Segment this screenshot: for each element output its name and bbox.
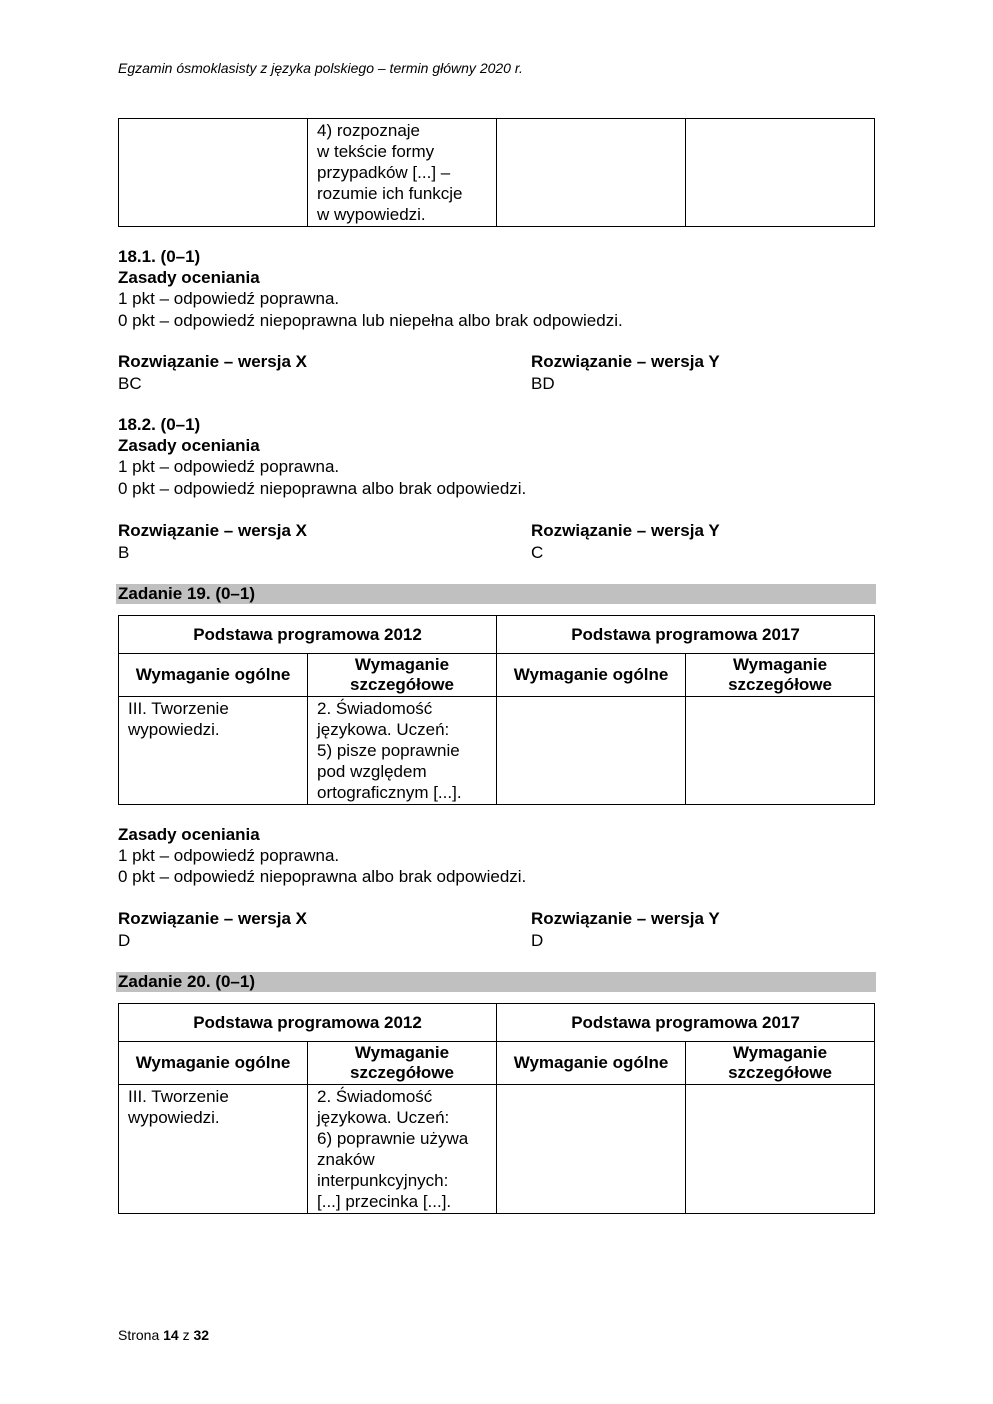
col-specific-2017: Wymaganie szczegółowe [686,1042,875,1085]
col-specific-2012: Wymaganie szczegółowe [308,654,497,697]
solution-y-value: C [531,542,544,562]
task-18-2 [118,414,526,499]
table-cell: III. Tworzenie wypowiedzi. [119,1085,308,1214]
solution-x-value: BC [118,373,142,393]
task-title: 18.1. (0–1) [118,247,201,266]
col-general-2017: Wymaganie ogólne [497,654,686,697]
solution-y-value: BD [531,373,555,393]
solution-x-label: Rozwiązanie – wersja X [118,909,307,928]
table-cell [686,119,875,227]
solution-y-label: Rozwiązanie – wersja Y [531,909,720,928]
solution-y-label: Rozwiązanie – wersja Y [531,352,720,371]
solution-y-label: Rozwiązanie – wersja Y [531,521,720,540]
solution-x-value: D [118,930,131,950]
task-19-title-bar: Zadanie 19. (0–1) [116,584,876,604]
rule-line: 0 pkt – odpowiedź niepoprawna lub niepełna albo brak odpowiedzi. [118,310,623,330]
table-cell: 2. Świadomość językowa. Uczeń: 6) poprawnie używa znaków interpunkcyjnych: [...] przecinka [...]. [308,1085,497,1214]
table-cell [686,697,875,805]
table-cell [497,1085,686,1214]
rule-line: 0 pkt – odpowiedź niepoprawna albo brak odpowiedzi. [118,478,527,498]
table-cell: 2. Świadomość językowa. Uczeń: 5) pisze poprawnie pod względem ortograficznym [...]. [308,697,497,805]
header-2017: Podstawa programowa 2017 [497,616,875,654]
col-general-2017: Wymaganie ogólne [497,1042,686,1085]
rule-line: 1 pkt – odpowiedź poprawna. [118,457,340,477]
solution-x-label: Rozwiązanie – wersja X [118,521,307,540]
table-cell: 4) rozpoznaje w tekście formy przypadków [...] – rozumie ich funkcje w wypowiedzi. [308,119,497,227]
rules-heading: Zasady oceniania [118,825,260,844]
rules-heading: Zasady oceniania [118,436,260,456]
header-2012: Podstawa programowa 2012 [119,616,497,654]
solution-x-value: B [118,542,130,562]
page-header: Egzamin ósmoklasisty z języka polskiego – termin główny 2020 r. [118,60,523,76]
task-title: 18.2. (0–1) [118,415,201,434]
rule-line: 0 pkt – odpowiedź niepoprawna albo brak odpowiedzi. [118,867,527,887]
solution-y [531,908,720,951]
header-2012: Podstawa programowa 2012 [119,1004,497,1042]
table-cell [497,119,686,227]
col-specific-2017: Wymaganie szczegółowe [686,654,875,697]
footer-separator: z [182,1327,190,1343]
col-general-2012: Wymaganie ogólne [119,654,308,697]
rules-heading: Zasady oceniania [118,268,260,288]
footer-page-total: 32 [193,1327,210,1343]
task-19-rules [118,824,526,888]
col-specific-2012: Wymaganie szczegółowe [308,1042,497,1085]
footer-page-number: 14 [163,1327,179,1343]
table-cell: III. Tworzenie wypowiedzi. [119,697,308,805]
task-19-requirements-table [118,615,875,805]
table-cell [497,697,686,805]
page-footer [118,1327,209,1343]
solution-y-value: D [531,930,544,950]
rule-line: 1 pkt – odpowiedź poprawna. [118,289,340,309]
solution-x [118,908,307,951]
col-general-2012: Wymaganie ogólne [119,1042,308,1085]
table-cell [119,119,308,227]
solution-y [531,351,720,394]
requirements-table-continued [118,118,875,227]
solution-x-label: Rozwiązanie – wersja X [118,352,307,371]
solution-x [118,351,307,394]
task-20-title-bar: Zadanie 20. (0–1) [116,972,876,992]
task-20-requirements-table [118,1003,875,1214]
solution-y [531,520,720,563]
footer-prefix: Strona [118,1327,160,1343]
table-cell [686,1085,875,1214]
solution-x [118,520,307,563]
header-2017: Podstawa programowa 2017 [497,1004,875,1042]
task-18-1 [118,246,623,331]
rule-line: 1 pkt – odpowiedź poprawna. [118,846,340,866]
